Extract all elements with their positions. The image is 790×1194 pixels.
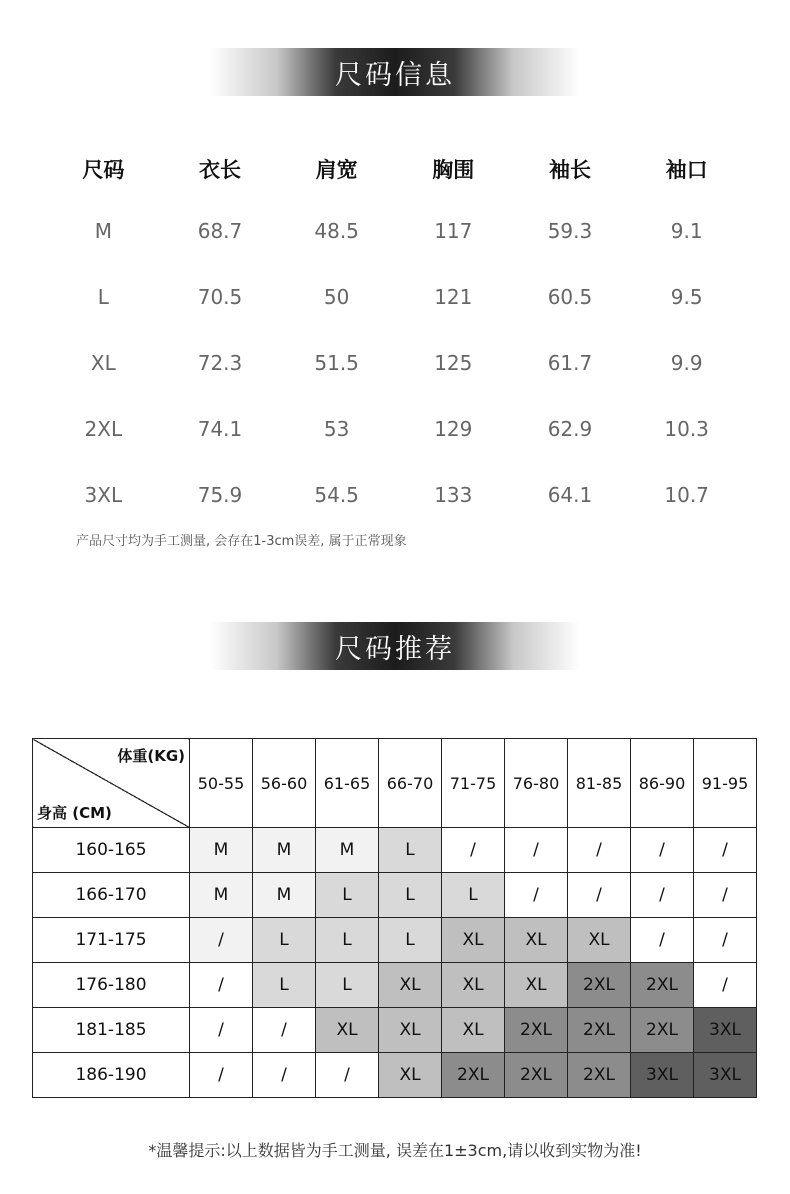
size-cell: M [94,219,112,243]
rec-size-cell: M [316,828,379,873]
rec-size-cell: L [316,963,379,1008]
rec-size-cell: L [253,963,316,1008]
rec-size-cell: XL [379,1053,442,1098]
size-cell: 125 [434,351,473,375]
weight-range-header: 76-80 [505,739,568,828]
weight-range-header: 61-65 [316,739,379,828]
size-row [45,330,745,396]
rec-size-cell: 2XL [568,963,631,1008]
rec-size-cell: / [694,828,757,873]
rec-size-cell: / [694,873,757,918]
rec-size-cell: XL [442,918,505,963]
rec-size-cell: / [631,918,694,963]
rec-size-cell: / [505,873,568,918]
rec-size-cell: XL [505,963,568,1008]
rec-size-cell: / [694,918,757,963]
size-table-header [45,140,745,198]
rec-size-cell: M [190,873,253,918]
rec-row [33,1008,757,1053]
rec-size-cell: / [253,1053,316,1098]
size-cell: 53 [323,417,350,441]
rec-size-cell: / [631,873,694,918]
rec-size-cell: M [253,873,316,918]
size-cell: 2XL [84,417,123,441]
rec-size-cell: 2XL [568,1053,631,1098]
rec-size-cell: / [190,1053,253,1098]
rec-size-cell: / [190,918,253,963]
size-cell: 62.9 [547,417,593,441]
rec-size-cell: / [316,1053,379,1098]
rec-size-cell: 3XL [631,1053,694,1098]
rec-size-cell: / [568,873,631,918]
size-cell: 51.5 [314,351,359,375]
rec-row [33,918,757,963]
size-cell: 72.3 [197,351,243,375]
height-range-cell: 186-190 [33,1053,190,1098]
size-cell: 129 [434,417,473,441]
size-cell: 3XL [84,483,123,507]
size-cell: 50 [323,285,350,309]
rec-size-cell: / [190,963,253,1008]
size-info-banner [210,48,580,96]
rec-size-cell: 3XL [694,1008,757,1053]
rec-size-cell: / [505,828,568,873]
rec-size-cell: L [442,873,505,918]
rec-size-cell: XL [379,963,442,1008]
rec-size-cell: / [568,828,631,873]
size-header-cell: 袖口 [665,158,708,182]
rec-size-cell: L [379,918,442,963]
rec-size-cell: 2XL [505,1008,568,1053]
size-cell: 64.1 [547,483,593,507]
size-cell: 48.5 [314,219,359,243]
size-cell: 70.5 [197,285,243,309]
weight-range-header: 81-85 [568,739,631,828]
height-range-cell: 160-165 [33,828,190,873]
rec-size-cell: / [442,828,505,873]
rec-size-cell: / [694,963,757,1008]
rec-size-cell: / [190,1008,253,1053]
size-cell: 9.1 [670,219,703,243]
weight-range-header: 66-70 [379,739,442,828]
footer-tip: *温馨提示:以上数据皆为手工测量, 误差在1±3cm,请以收到实物为准! [148,1141,642,1160]
size-cell: 10.7 [664,483,709,507]
size-header-cell: 袖长 [548,158,591,182]
rec-size-cell: 2XL [631,1008,694,1053]
weight-range-header: 56-60 [253,739,316,828]
rec-table-header [33,739,757,828]
rec-row [33,963,757,1008]
measurement-note: 产品尺寸均为手工测量, 会存在1-3cm误差, 属于正常现象 [76,534,407,549]
rec-size-cell: 2XL [568,1008,631,1053]
weight-axis-label: 体重(KG) [117,747,185,765]
rec-size-cell: L [379,873,442,918]
rec-size-cell: 2XL [631,963,694,1008]
size-cell: 10.3 [664,417,709,441]
size-info-table [45,140,745,528]
rec-size-cell: XL [505,918,568,963]
size-cell: 59.3 [547,219,593,243]
size-recommend-title: 尺码推荐 [335,633,455,665]
size-header-cell: 衣长 [198,158,241,182]
height-range-cell: 181-185 [33,1008,190,1053]
size-cell: 68.7 [197,219,243,243]
rec-size-cell: / [631,828,694,873]
size-recommend-table [32,738,757,1098]
size-cell: 121 [434,285,473,309]
rec-size-cell: M [253,828,316,873]
rec-table-corner [33,739,190,828]
rec-size-cell: M [190,828,253,873]
rec-size-cell: L [316,873,379,918]
size-cell: 60.5 [547,285,593,309]
height-range-cell: 166-170 [33,873,190,918]
size-header-cell: 胸围 [432,158,475,182]
size-row [45,264,745,330]
rec-size-cell: L [316,918,379,963]
rec-size-cell: XL [442,963,505,1008]
size-cell: 9.5 [670,285,703,309]
rec-row [33,873,757,918]
size-cell: 117 [434,219,473,243]
size-recommend-banner [210,622,580,670]
rec-size-cell: XL [442,1008,505,1053]
height-range-cell: 176-180 [33,963,190,1008]
size-header-cell: 肩宽 [315,158,358,182]
rec-row [33,828,757,873]
weight-range-header: 71-75 [442,739,505,828]
rec-size-cell: 3XL [694,1053,757,1098]
rec-size-cell: XL [568,918,631,963]
size-info-title: 尺码信息 [335,59,455,91]
rec-size-cell: L [253,918,316,963]
rec-size-cell: XL [316,1008,379,1053]
size-cell: 75.9 [197,483,243,507]
size-cell: 54.5 [314,483,359,507]
size-row [45,198,745,264]
size-cell: 61.7 [547,351,593,375]
rec-size-cell: / [253,1008,316,1053]
rec-size-cell: L [379,828,442,873]
weight-range-header: 50-55 [190,739,253,828]
weight-range-header: 86-90 [631,739,694,828]
size-row [45,396,745,462]
height-range-cell: 171-175 [33,918,190,963]
size-header-cell: 尺码 [82,158,125,182]
weight-range-header: 91-95 [694,739,757,828]
size-cell: 9.9 [670,351,703,375]
size-cell: L [97,285,109,309]
size-cell: 74.1 [197,417,243,441]
rec-row [33,1053,757,1098]
rec-size-cell: 2XL [442,1053,505,1098]
size-row [45,462,745,528]
size-cell: XL [90,351,116,375]
height-axis-label: 身高 (CM) [37,804,112,822]
rec-size-cell: 2XL [505,1053,568,1098]
size-cell: 133 [434,483,473,507]
rec-size-cell: XL [379,1008,442,1053]
